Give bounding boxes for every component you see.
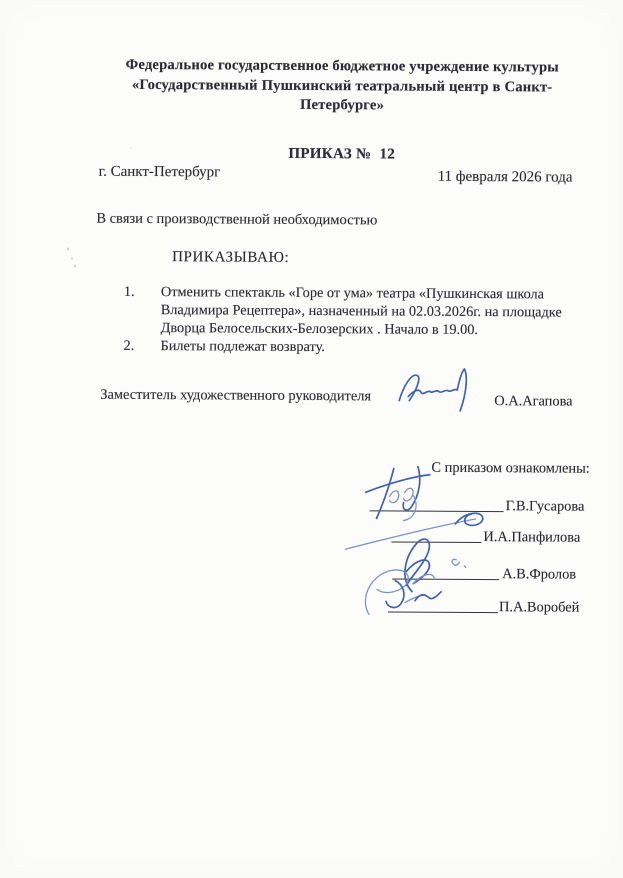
agapova-signature-icon [394,365,480,416]
order-item [124,283,584,340]
scan-speck [74,265,76,268]
order-number-title: ПРИКАЗ № 12 [288,145,396,163]
order-items-list [124,283,584,358]
organization-header: Федеральное государственное бюджетное учреждение культуры «Государственный Пушкинский театральный центр в Санкт- Петербурге» [125,56,559,114]
acknowledgment-heading: С приказом ознакомлены: [431,459,590,477]
signer-title: Заместитель художественного руководителя [100,386,372,405]
item-text: Билеты подлежат возврату. [160,338,325,356]
date-label: 11 февраля 2026 года [437,168,573,186]
signee-name: Г.В.Гусарова [505,498,585,515]
scan-speck [71,257,74,260]
city-label: г. Санкт-Петербург [98,163,221,181]
signee-name: И.А.Панфилова [483,529,581,546]
vorobey-signature-icon [357,562,477,621]
signer-name: О.А.Агапова [494,393,573,410]
item-number: 2. [123,337,135,354]
item-text: Отменить спектакль «Горе от ума» театра «Пушкинская школа Владимира Рецептера», назначенный на 02.03.2026г. на площадке Дворца Белосельских-Белозерских . Начало в 19.00. [160,284,562,339]
preamble-text: В связи с производственной необходимостью [96,210,378,229]
order-item [124,337,584,358]
scan-speck [130,147,132,149]
signee-name: А.В.Фролов [502,566,577,583]
signee-name: П.А.Воробей [498,599,580,616]
directive-heading: ПРИКАЗЫВАЮ: [172,249,290,266]
scan-speck [67,248,69,251]
item-number: 1. [123,283,135,300]
